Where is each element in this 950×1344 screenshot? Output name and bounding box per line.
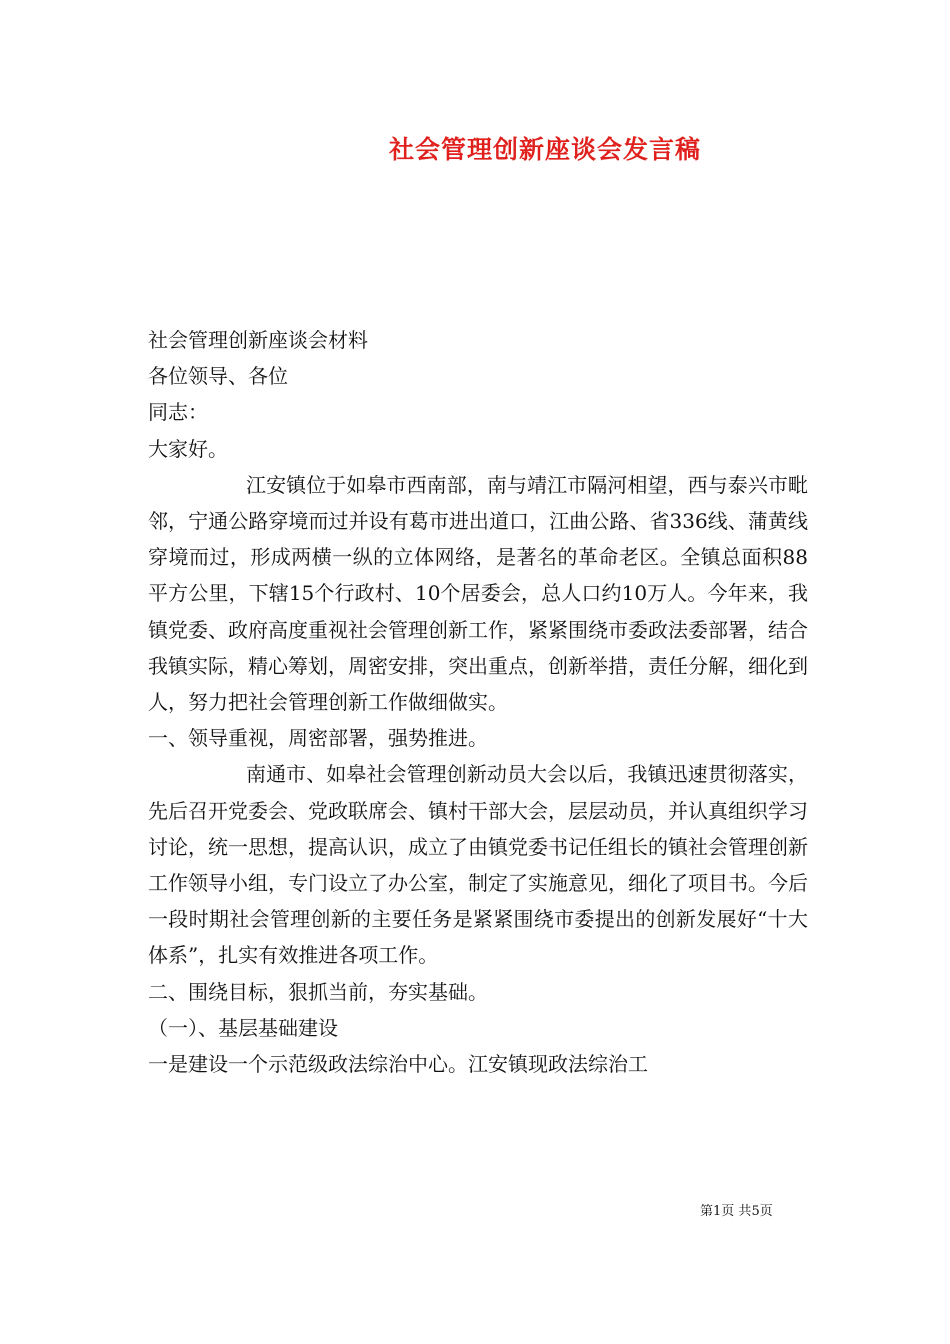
page-label-prefix: 第 [700, 1204, 714, 1219]
salutation-continued: 同志： [148, 400, 208, 425]
section-heading-2: 二、围绕目标，狠抓当前，夯实基础。 [148, 979, 488, 1004]
document-body [148, 322, 808, 1082]
page-number-footer [700, 1203, 820, 1221]
total-pages-number: 5 [751, 1204, 760, 1219]
subsection-heading-1: （一）、基层基础建设 [148, 1015, 338, 1040]
document-title: 社会管理创新座谈会发言稿 [388, 135, 701, 164]
page-label-suffix: 页 [759, 1204, 773, 1219]
material-heading: 社会管理创新座谈会材料 [148, 328, 368, 352]
current-page-number: 1 [713, 1204, 722, 1219]
paragraph-section-1: 南通市、如皋社会管理创新动员大会以后，我镇迅速贯彻落实，先后召开党委会、党政联席会、镇村干部大会，层层动员，并认真组织学习讨论，统一思想，提高认识，成立了由镇党委书记任组长的镇社会管理创新工作领导小组，专门设立了办公室，制定了实施意见，细化了项目书。今后一段时期社会管理创新的主要任务是紧紧围绕市委提出的创新发展好“十大体系”，扎实有效推进各项工作。 [148, 762, 808, 968]
page-label-mid: 页 共 [721, 1204, 752, 1219]
salutation-line: 各位领导、各位 [148, 364, 288, 389]
paragraph-intro: 江安镇位于如皋市西南部，南与靖江市隔河相望，西与泰兴市毗邻，宁通公路穿境而过并设有葛市进出道口，江曲公路、省336线、蒲黄线穿境而过，形成两横一纵的立体网络，是著名的革命老区。全镇总面积88平方公里，下辖15个行政村、10个居委会，总人口约10万人。今年来，我镇党委、政府高度重视社会管理创新工作，紧紧围绕市委政法委部署，结合我镇实际，精心筹划，周密安排，突出重点，创新举措，责任分解，细化到人，努力把社会管理创新工作做细做实。 [148, 472, 808, 715]
paragraph-item-1: 一是建设一个示范级政法综治中心。江安镇现政法综治工 [148, 1052, 648, 1077]
section-heading-1: 一、领导重视，周密部署，强势推进。 [148, 726, 488, 751]
greeting: 大家好。 [148, 436, 228, 461]
